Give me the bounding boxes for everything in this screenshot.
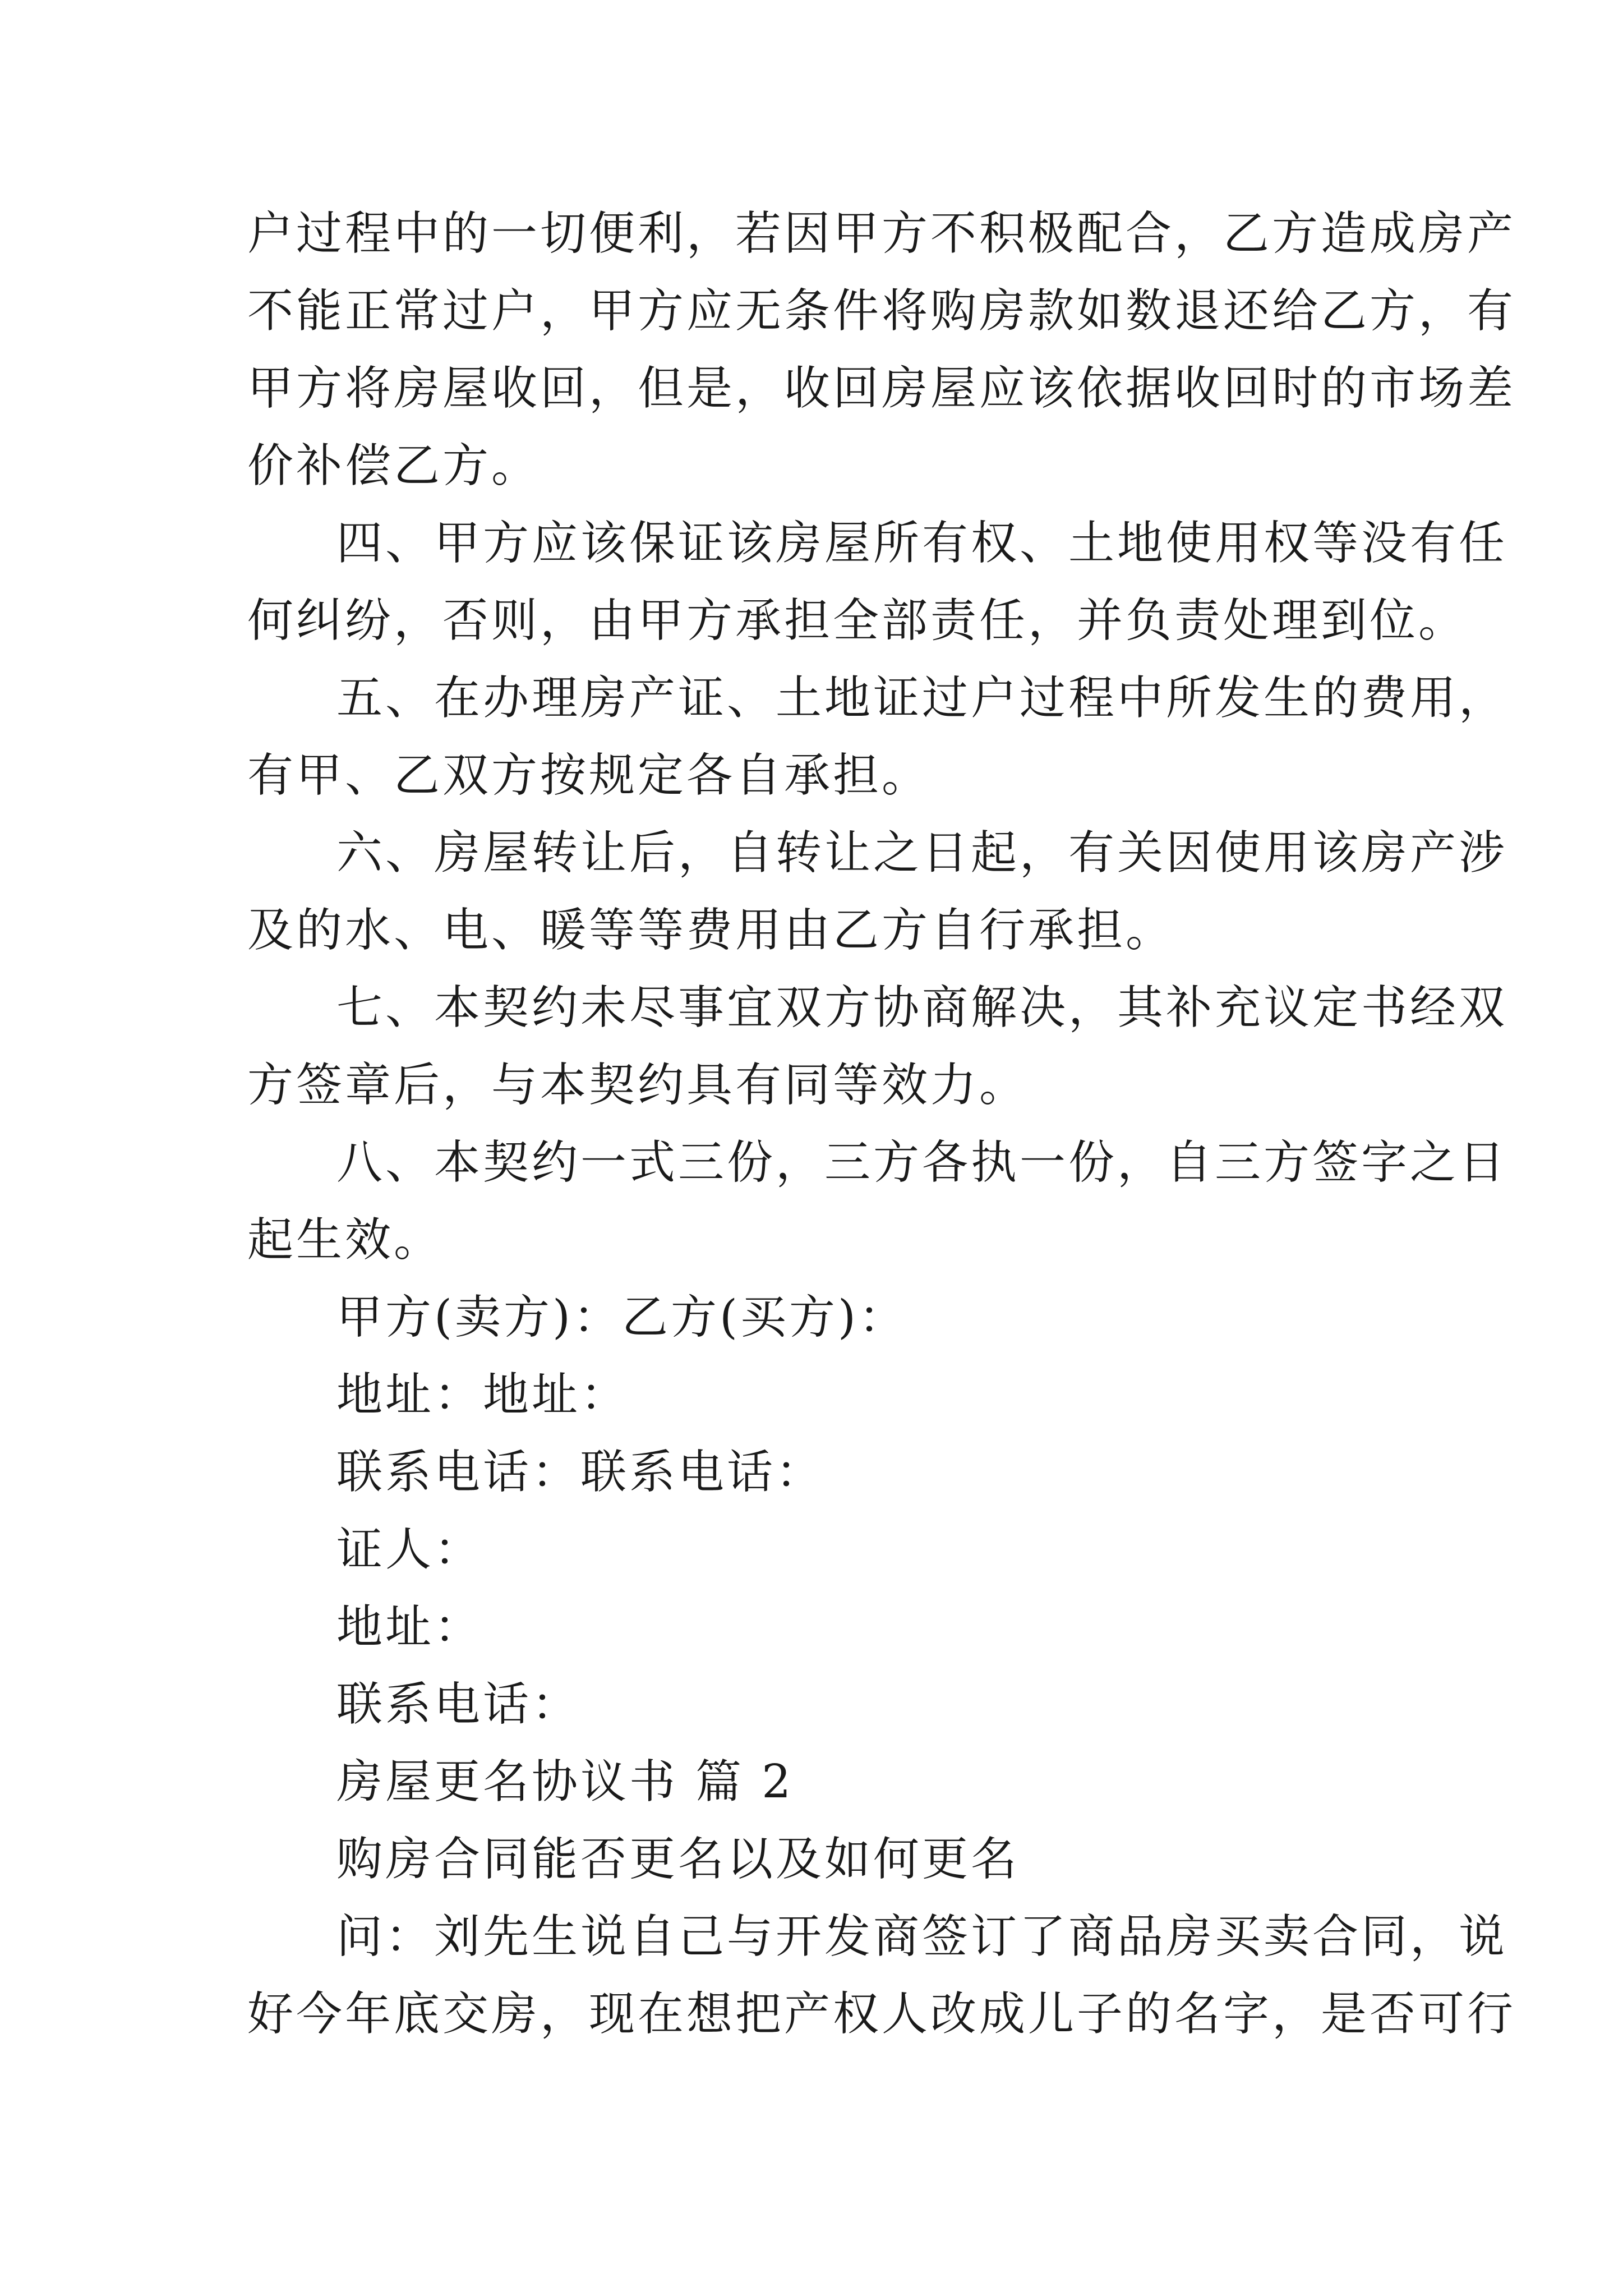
text-line: 户过程中的一切便利，若因甲方不积极配合，乙方造成房产 [247,207,1516,260]
text-line: 起生效。 [247,1213,443,1267]
text-line: 方签章后，与本契约具有同等效力。 [247,1059,1029,1112]
section-title: 房屋更名协议书 篇 2 [336,1755,794,1809]
text-line: 及的水、电、暖等等费用由乙方自行承担。 [247,904,1175,957]
phone-label: 联系电话：联系电话： [336,1446,825,1499]
witness-label: 证人： [336,1523,483,1576]
text-line: 不能正常过户，甲方应无条件将购房款如数退还给乙方，有 [247,284,1516,338]
clause-5-line: 五、在办理房产证、土地证过户过程中所发生的费用， [336,671,1508,725]
address-label: 地址：地址： [336,1368,630,1421]
clause-7-line: 七、本契约未尽事宜双方协商解决，其补充议定书经双 [336,981,1508,1034]
witness-phone-label: 联系电话： [336,1678,581,1731]
text-line: 何纠纷，否则，由甲方承担全部责任，并负责处理到位。 [247,594,1468,647]
question-line: 问：刘先生说自己与开发商签订了商品房买卖合同，说 [336,1910,1508,1963]
text-line: 价补偿乙方。 [247,439,541,493]
text-line: 甲方将房屋收回，但是，收回房屋应该依据收回时的市场差 [247,362,1516,415]
section-subtitle: 购房合同能否更名以及如何更名 [336,1833,1020,1886]
clause-8-line: 八、本契约一式三份，三方各执一份，自三方签字之日 [336,1136,1508,1189]
clause-6-line: 六、房屋转让后，自转让之日起，有关因使用该房产涉 [336,826,1508,880]
witness-address-label: 地址： [336,1600,483,1654]
text-line: 有甲、乙双方按规定各自承担。 [247,749,931,802]
party-a-party-b-label: 甲方(卖方)：乙方(买方)： [336,1291,907,1344]
text-line: 好今年底交房，现在想把产权人改成儿子的名字，是否可行 [247,1987,1516,2041]
clause-4-line: 四、甲方应该保证该房屋所有权、土地使用权等没有任 [336,517,1508,570]
